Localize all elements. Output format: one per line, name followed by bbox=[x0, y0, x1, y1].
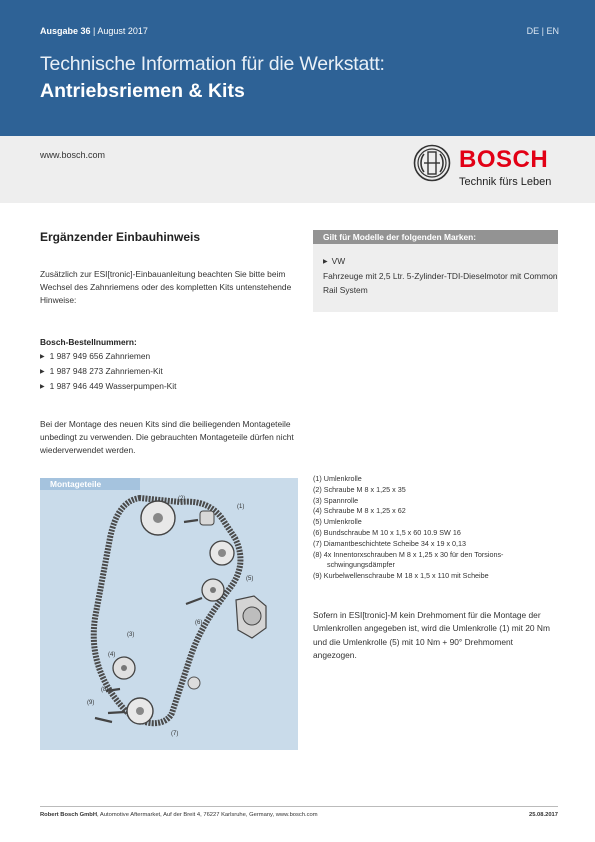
footer-date: 25.08.2017 bbox=[528, 812, 558, 818]
order-numbers-list bbox=[40, 350, 176, 395]
list-item: (2) Schraube M 8 x 1,25 x 35 bbox=[313, 484, 406, 494]
sprocket-hub bbox=[136, 707, 144, 715]
brand-name: ▶ VW bbox=[323, 256, 345, 266]
footer-address bbox=[40, 812, 318, 818]
issue-date: | August 2017 bbox=[90, 26, 148, 36]
list-item: (4) Schraube M 8 x 1,25 x 62 bbox=[313, 506, 406, 516]
bosch-armature-icon bbox=[413, 144, 451, 182]
section-title: Ergänzender Einbauhinweis bbox=[40, 230, 201, 244]
list-item: (8) 4x Innentorxschrauben M 8 x 1,25 x 30 für den Torsions- bbox=[313, 549, 504, 559]
bolt-2 bbox=[184, 520, 198, 522]
language-switch[interactable]: DE | EN bbox=[526, 26, 559, 36]
order-numbers-heading: Bosch-Bestellnummern: bbox=[40, 337, 137, 347]
callout-8: (8) bbox=[101, 687, 109, 693]
issue-label: Ausgabe 36 bbox=[40, 26, 91, 36]
callout-3: (3) bbox=[127, 632, 135, 638]
list-item: ▶ 1 987 948 273 Zahnriemen-Kit bbox=[40, 365, 176, 380]
diamond-washer-7 bbox=[188, 677, 200, 689]
mounting-parts-figure bbox=[40, 478, 298, 750]
belt-drive-diagram bbox=[40, 478, 298, 750]
page-title-line2: Antriebsriemen & Kits bbox=[40, 80, 245, 102]
list-item: (7) Diamantbeschichtete Scheibe 34 x 19 x 0,13 bbox=[313, 538, 467, 548]
intro-text: Zusätzlich zur ESI[tronic]-Einbauanleitung beachten Sie bitte beim Wechsel des Zahnriemens oder des kompletten Kits untenstehende Hinweise: bbox=[40, 269, 292, 305]
header-banner bbox=[0, 0, 595, 136]
website-link[interactable]: www.bosch.com bbox=[40, 150, 106, 160]
list-item: (3) Spannrolle bbox=[313, 495, 359, 505]
list-item: (9) Kurbelwellenschraube M 18 x 1,5 x 110 mit Scheibe bbox=[313, 571, 489, 581]
issue-info bbox=[40, 26, 148, 36]
callout-2: (2) bbox=[178, 496, 186, 502]
bosch-tagline: Technik fürs Leben bbox=[459, 176, 552, 188]
list-item: (1) Umlenkrolle bbox=[313, 474, 362, 483]
list-item: (6) Bundschraube M 10 x 1,5 x 60 10.9 SW 16 bbox=[313, 527, 461, 537]
callout-9: (9) bbox=[87, 700, 95, 706]
parts-list bbox=[313, 474, 553, 582]
pulley-hub bbox=[210, 587, 216, 593]
sprocket-hub bbox=[218, 549, 226, 557]
page-title-line1: Technische Information für die Werkstatt: bbox=[40, 53, 385, 75]
bolt-8 bbox=[108, 712, 125, 713]
mounting-note: Bei der Montage des neuen Kits sind die beiliegenden Montageteile unbedingt zu verwenden. Die gebrauchten Montageteile dürfen nicht wiederverwendet werden. bbox=[40, 419, 294, 455]
brand-band bbox=[0, 136, 595, 203]
brand-info-box bbox=[313, 230, 558, 312]
pulley-hub bbox=[121, 665, 127, 671]
list-item: ▶ 1 987 946 449 Wasserpumpen-Kit bbox=[40, 380, 176, 395]
sprocket-hub bbox=[153, 513, 163, 523]
footer-company: Robert Bosch GmbH bbox=[40, 812, 98, 818]
callout-1: (1) bbox=[237, 504, 245, 510]
footer-address-text: , Automotive Aftermarket, Auf der Breit 4, 76227 Karlsruhe, Germany, www.bosch.com bbox=[97, 812, 318, 818]
bolt-6 bbox=[186, 598, 202, 604]
callout-4: (4) bbox=[108, 652, 116, 658]
footer-divider bbox=[40, 806, 558, 807]
list-item: (5) Umlenkrolle bbox=[313, 517, 362, 527]
brand-description: Fahrzeuge mit 2,5 Ltr. 5-Zylinder-TDI-Dieselmotor mit Common Rail System bbox=[323, 271, 558, 295]
idler-pulley-1 bbox=[200, 511, 214, 525]
figure-heading: Montageteile bbox=[40, 478, 140, 490]
torque-note: Sofern in ESI[tronic]-M kein Drehmoment für die Montage der Umlenkrollen angegeben ist, wird die Umlenkrolle (1) mit 20 Nm und die Umlenkrolle (5) mit 10 Nm + 90° Drehmoment angezogen. bbox=[313, 610, 550, 661]
list-item: schwingungsdämpfer bbox=[313, 560, 395, 570]
brand-box-heading: Gilt für Modelle der folgenden Marken: bbox=[313, 230, 558, 244]
callout-5: (5) bbox=[246, 576, 254, 582]
callout-6: (6) bbox=[195, 620, 203, 626]
callout-7: (7) bbox=[171, 731, 179, 737]
list-item: ▶ 1 987 949 656 Zahnriemen bbox=[40, 350, 176, 365]
water-pump-hub bbox=[243, 607, 261, 625]
bosch-logo: BOSCH bbox=[459, 146, 549, 173]
bolt-9 bbox=[95, 718, 112, 722]
